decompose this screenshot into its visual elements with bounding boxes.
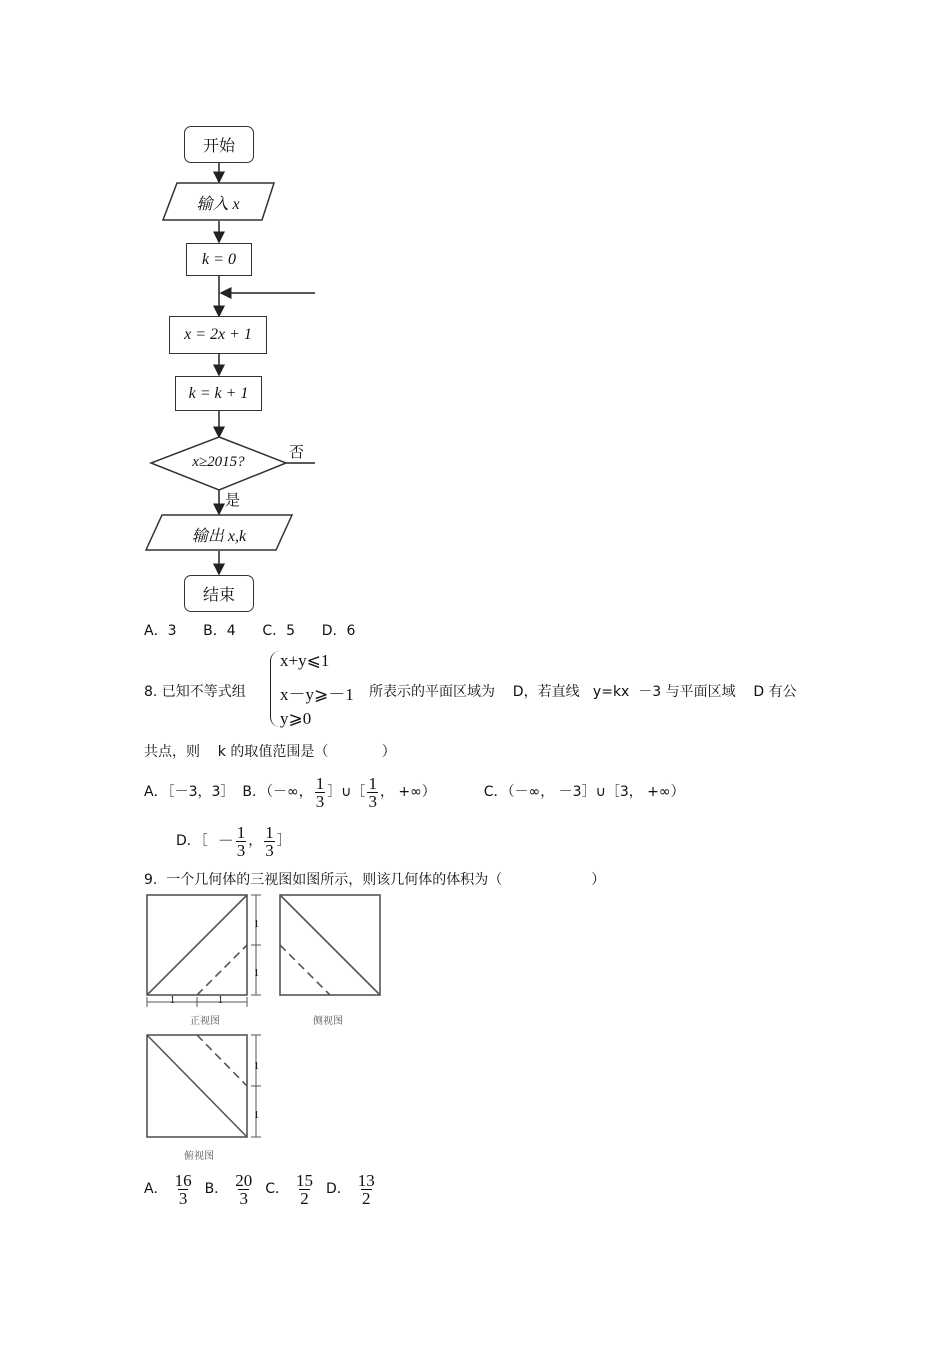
q8-lead: 8. 已知不等式组	[144, 684, 246, 700]
fraction-numerator: 13	[357, 1170, 375, 1190]
dim-label: 1	[254, 1061, 259, 1072]
q9-options	[144, 1168, 378, 1210]
init-node	[186, 243, 252, 276]
three-view-diagram	[140, 890, 400, 1170]
fraction-numerator: 1	[315, 773, 325, 793]
q9-option-a-fraction	[174, 1172, 193, 1207]
q9-option-b-label: B．	[204, 1181, 229, 1197]
q8-options-row2	[176, 821, 291, 861]
dim-label: 1	[254, 968, 259, 979]
q7-options: A．3 B．4 C．5 D．6	[144, 623, 356, 639]
q8-option-d-sep: ，	[248, 833, 263, 849]
q8-option-b-mid: ］∪［	[327, 784, 366, 800]
fraction-numerator: 20	[235, 1170, 253, 1190]
front-view-caption: 正视图	[190, 1016, 220, 1027]
q8-option-d-fraction-1	[236, 824, 247, 859]
side-view-caption: 侧视图	[313, 1016, 343, 1027]
fraction-denominator: 3	[265, 840, 274, 860]
end-label: 结束	[202, 585, 235, 604]
q9-stem: 9. 一个几何体的三视图如图所示，则该几何体的体积为（ ）	[144, 872, 606, 888]
fraction-denominator: 3	[239, 1188, 248, 1208]
flowchart-connectors	[0, 0, 950, 620]
q8-option-d-suffix: ］	[276, 833, 291, 849]
fraction-denominator: 3	[236, 840, 246, 860]
step2-label: k = k + 1	[188, 384, 249, 402]
fraction-denominator: 2	[362, 1188, 371, 1208]
inequality-3: y⩾0	[280, 709, 312, 728]
q8-options-row1	[144, 773, 685, 811]
fraction-numerator: 1	[368, 773, 377, 793]
input-label: 输入 x	[196, 196, 240, 213]
q8-option-d-prefix: D．［	[176, 833, 208, 849]
dim-label: 1	[254, 919, 259, 930]
q9-option-d-label: D．	[325, 1181, 351, 1197]
q9-option-a-label: A．	[144, 1181, 168, 1197]
init-label: k = 0	[202, 250, 236, 268]
fraction-denominator: 2	[300, 1188, 309, 1208]
q8-stem-line2: 共点，则 k 的取值范围是（ ）	[144, 744, 396, 760]
fraction-numerator: 15	[295, 1170, 313, 1190]
q9-option-c-fraction	[295, 1172, 314, 1207]
start-node	[184, 126, 254, 163]
dim-label: 1	[254, 1110, 259, 1121]
fraction-denominator: 3	[368, 791, 377, 811]
q8-option-b-fraction-2	[367, 775, 378, 810]
dim-label: 1	[170, 995, 175, 1006]
inequality-2: x－y⩾－1	[280, 685, 354, 704]
fraction-numerator: 16	[174, 1170, 192, 1190]
top-view-caption: 俯视图	[184, 1151, 214, 1162]
fraction-denominator: 3	[178, 1188, 188, 1208]
q8-option-b-fraction-1	[315, 775, 326, 810]
q9-option-c-label: C．	[265, 1181, 289, 1197]
condition-label: x≥2015?	[192, 454, 245, 470]
fraction-numerator: 1	[265, 822, 274, 842]
q8-option-d-minus: －	[217, 831, 234, 850]
fraction-denominator: 3	[315, 791, 325, 811]
process-step-2	[175, 376, 262, 411]
step1-label: x = 2x + 1	[184, 326, 252, 343]
q9-option-b-fraction	[234, 1172, 253, 1207]
fraction-numerator: 1	[236, 822, 246, 842]
q9-option-d-fraction	[357, 1172, 376, 1207]
no-label: 否	[289, 443, 305, 461]
end-node	[184, 575, 254, 612]
inequality-1: x+y⩽1	[280, 651, 330, 670]
dim-label: 1	[218, 995, 223, 1006]
process-step-1	[169, 316, 267, 354]
q8-option-a: A．［－3，3］	[144, 784, 235, 800]
q8-option-b-prefix: B．（－∞，	[242, 784, 313, 800]
yes-label: 是	[225, 491, 241, 509]
q8-stem-continued: 所表示的平面区域为 D，若直线 y=kx －3 与平面区域 D 有公	[369, 684, 797, 700]
start-label: 开始	[202, 136, 235, 155]
output-label: 输出 x,k	[191, 528, 247, 545]
q8-option-d-fraction-2	[264, 824, 275, 859]
q8-option-b-suffix: ， +∞）	[379, 784, 436, 800]
q8-option-c: C．（－∞， －3］∪［3， +∞）	[483, 784, 685, 800]
